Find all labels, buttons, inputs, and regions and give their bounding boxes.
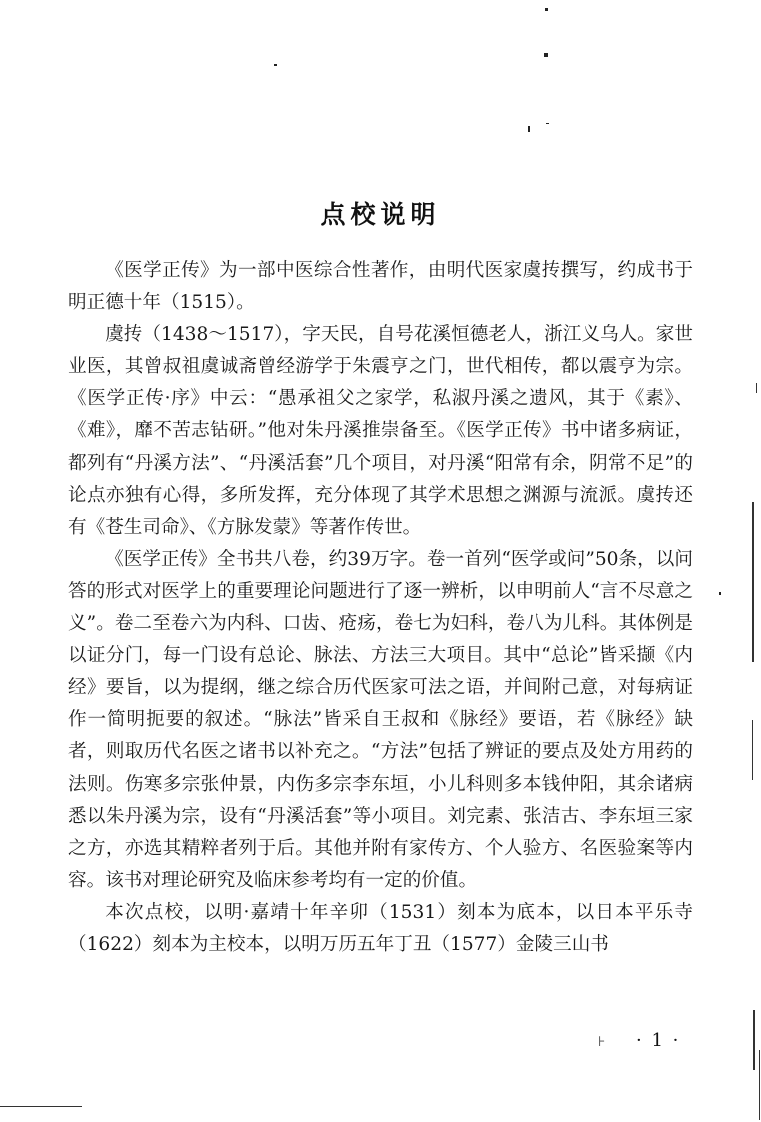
body-text: [68, 255, 693, 961]
margin-mark: ⊦: [598, 1034, 608, 1050]
page-title: 点校说明: [320, 199, 441, 229]
scan-speck: [274, 64, 277, 66]
scan-edge-rule: [752, 502, 754, 662]
paragraph: 本次点校，以明·嘉靖十年辛卯（1531）刻本为底本，以日本平乐寺（1622）刻本为主校本，以明万历五年丁丑（1577）金陵三山书: [68, 901, 693, 955]
scan-speck: [545, 8, 548, 11]
scan-edge-rule: [752, 720, 753, 780]
paragraph: 《医学正传》全书共八卷，约39万字。卷一首列“医学或问”50条，以问答的形式对医学上的重要理论问题进行了逐一辨析，以申明前人“言不尽意之义”。卷二至卷六为内科、口齿、疮疡，卷七为妇科，卷八为儿科。其体例是以证分门，每一门设有总论、脉法、方法三大项目。其中“总论”皆采撷《内经》要旨，以为提纲，继之综合历代医家可法之语，并间附己意，对每病证作一简明扼要的叙述。“脉法”皆采自王叔和《脉经》要语，若《脉经》缺者，则取历代名医之诸书以补充之。“方法”包括了辨证的要点及处方用药的法则。伤寒多宗张仲景，内伤多宗李东垣，小儿科则多本钱仲阳，其余诸病悉以朱丹溪为宗，设有“丹溪活套”等小项目。刘完素、张洁古、李东垣三家之方，亦选其精粹者列于后。其他并附有家传方、个人验方、名医验案等内容。该书对理论研究及临床参考均有一定的价值。: [68, 548, 693, 891]
page-number: · 1 ·: [636, 1030, 681, 1051]
scan-speck: [528, 126, 530, 132]
scan-edge-rule: [759, 1050, 760, 1120]
scan-bottom-rule: [0, 1106, 82, 1107]
paragraph: 《医学正传》为一部中医综合性著作，由明代医家虞抟撰写，约成书于明正德十年（1515）。: [68, 260, 693, 314]
scan-speck: [546, 123, 549, 124]
scan-edge-rule: [756, 383, 757, 393]
folio: [598, 1030, 680, 1051]
scan-edge-rule: [753, 1010, 755, 1070]
scan-speck: [544, 53, 548, 57]
scan-speck: [719, 592, 721, 595]
paragraph: 虞抟（1438～1517），字天民，自号花溪恒德老人，浙江义乌人。家世业医，其曾叔祖虞诚斋曾经游学于朱震亨之门，世代相传，都以震亨为宗。《医学正传·序》中云：“愚承祖父之家学，私淑丹溪之遗风，其于《素》、《难》，靡不苦志钻研。”他对朱丹溪推崇备至。《医学正传》书中诸多病证，都列有“丹溪方法”、“丹溪活套”几个项目，对丹溪“阳常有余，阴常不足”的论点亦独有心得，多所发挥，充分体现了其学术思想之渊源与流派。虞抟还有《苍生司命》、《方脉发蒙》等著作传世。: [68, 324, 693, 538]
